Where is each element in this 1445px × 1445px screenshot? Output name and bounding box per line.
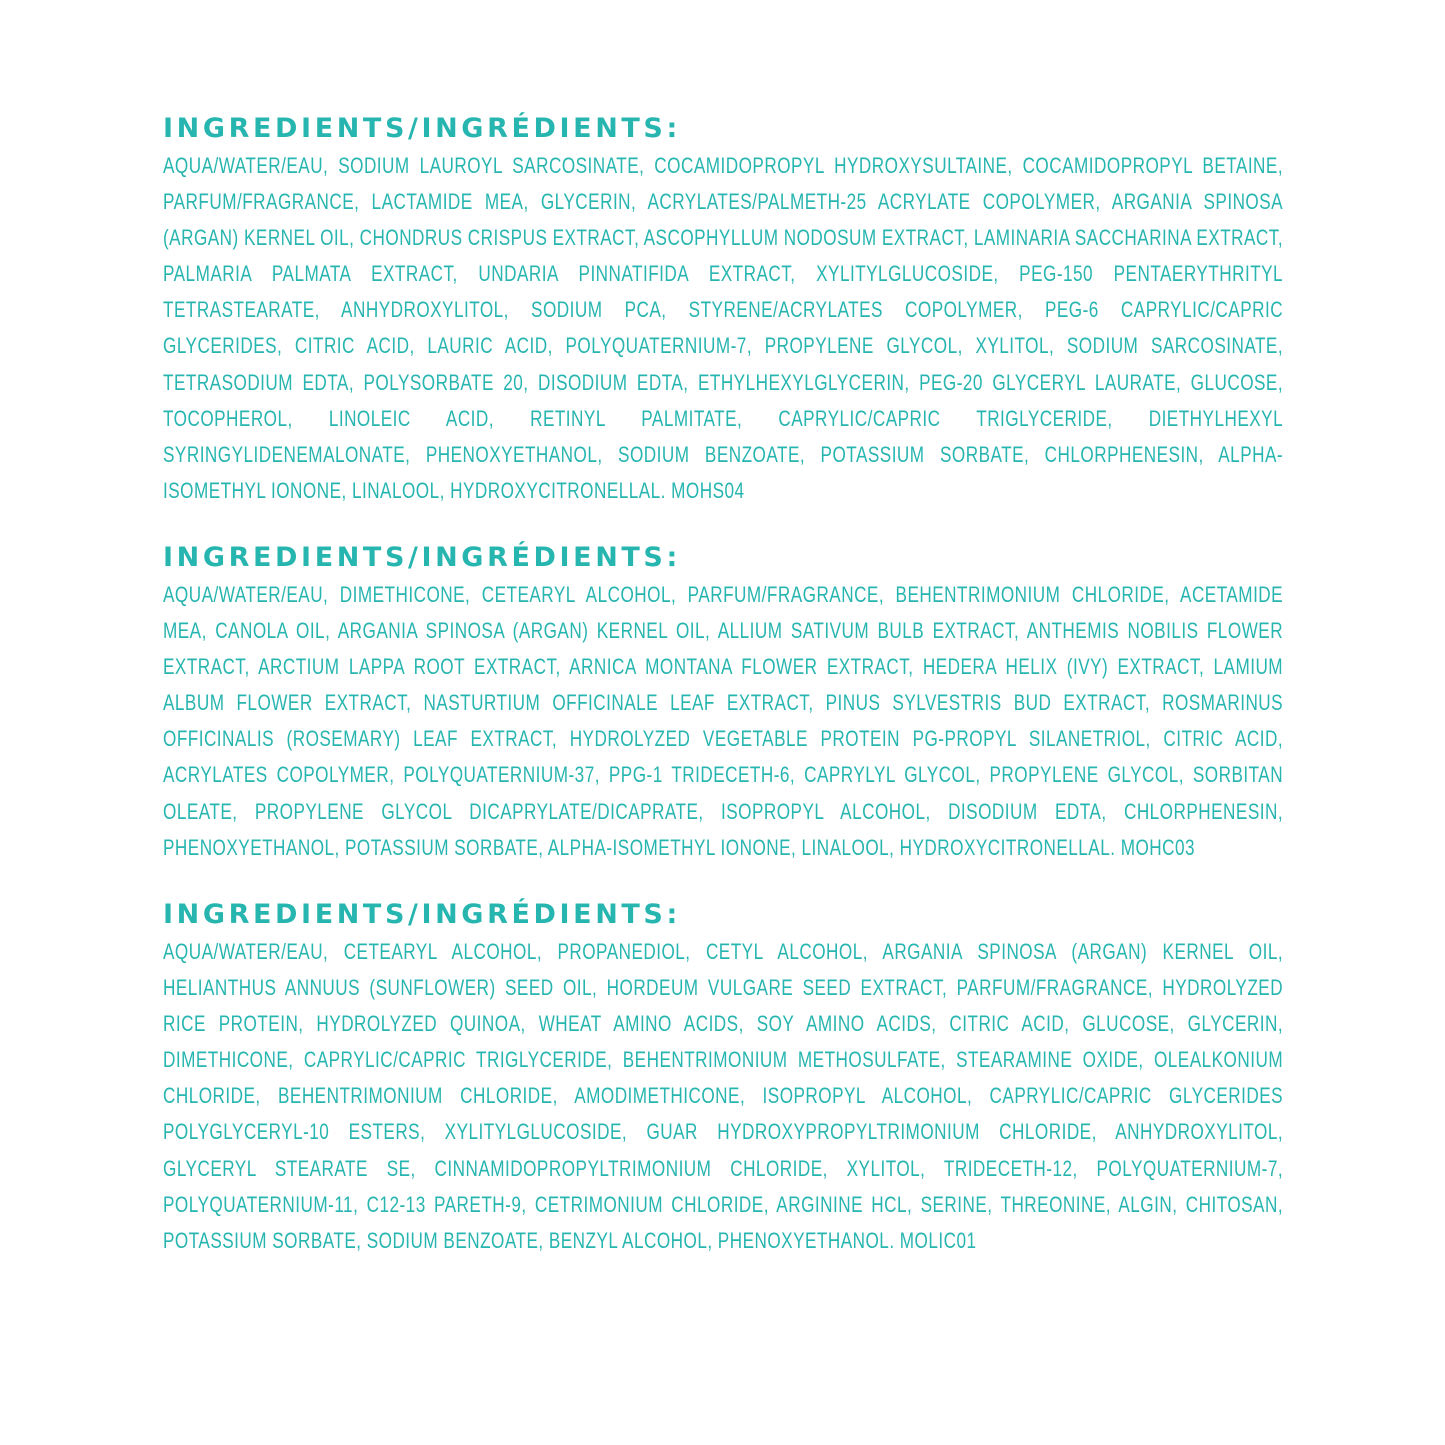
ingredients-list-wrapper [163, 934, 1283, 1259]
ingredients-heading: INGREDIENTS/INGRÉDIENTS: [163, 113, 681, 144]
ingredients-section-1 [163, 110, 1283, 509]
ingredients-heading: INGREDIENTS/INGRÉDIENTS: [163, 899, 681, 930]
ingredients-list: AQUA/WATER/EAU, SODIUM LAUROYL SARCOSINATE, COCAMIDOPROPYL HYDROXYSULTAINE, COCAMIDOPROPYL BETAINE, PARFUM/FRAGRANCE, LACTAMIDE MEA, GLYCERIN, ACRYLATES/PALMETH-25 ACRYLATE COPOLYMER, ARGANIA SPINOSA (ARGAN) KERNEL OIL, CHONDRUS CRISPUS EXTRACT, ASCOPHYLLUM NODOSUM EXTRACT, LAMINARIA SACCHARINA EXTRACT, PALMARIA PALMATA EXTRACT, UNDARIA PINNATIFIDA EXTRACT, XYLITYLGLUCOSIDE, PEG-150 PENTAERYTHRITYL TETRASTEARATE, ANHYDROXYLITOL, SODIUM PCA, STYRENE/ACRYLATES COPOLYMER, PEG-6 CAPRYLIC/CAPRIC GLYCERIDES, CITRIC ACID, LAURIC ACID, POLYQUATERNIUM-7, PROPYLENE GLYCOL, XYLITOL, SODIUM SARCOSINATE, TETRASODIUM EDTA, POLYSORBATE 20, DISODIUM EDTA, ETHYLHEXYLGLYCERIN, PEG-20 GLYCERYL LAURATE, GLUCOSE, TOCOPHEROL, LINOLEIC ACID, RETINYL PALMITATE, CAPRYLIC/CAPRIC TRIGLYCERIDE, DIETHYLHEXYL SYRINGYLIDENEMALONATE, PHENOXYETHANOL, SODIUM BENZOATE, POTASSIUM SORBATE, CHLORPHENESIN, ALPHA-ISOMETHYL IONONE, LINALOOL, HYDROXYCITRONELLAL. MOHS04 [163, 153, 1283, 503]
ingredients-list-wrapper [163, 577, 1283, 866]
ingredients-page [163, 110, 1283, 1259]
ingredients-list: AQUA/WATER/EAU, DIMETHICONE, CETEARYL ALCOHOL, PARFUM/FRAGRANCE, BEHENTRIMONIUM CHLORIDE, ACETAMIDE MEA, CANOLA OIL, ARGANIA SPINOSA (ARGAN) KERNEL OIL, ALLIUM SATIVUM BULB EXTRACT, ANTHEMIS NOBILIS FLOWER EXTRACT, ARCTIUM LAPPA ROOT EXTRACT, ARNICA MONTANA FLOWER EXTRACT, HEDERA HELIX (IVY) EXTRACT, LAMIUM ALBUM FLOWER EXTRACT, NASTURTIUM OFFICINALE LEAF EXTRACT, PINUS SYLVESTRIS BUD EXTRACT, ROSMARINUS OFFICINALIS (ROSEMARY) LEAF EXTRACT, HYDROLYZED VEGETABLE PROTEIN PG-PROPYL SILANETRIOL, CITRIC ACID, ACRYLATES COPOLYMER, POLYQUATERNIUM-37, PPG-1 TRIDECETH-6, CAPRYLYL GLYCOL, PROPYLENE GLYCOL, SORBITAN OLEATE, PROPYLENE GLYCOL DICAPRYLATE/DICAPRATE, ISOPROPYL ALCOHOL, DISODIUM EDTA, CHLORPHENESIN, PHENOXYETHANOL, POTASSIUM SORBATE, ALPHA-ISOMETHYL IONONE, LINALOOL, HYDROXYCITRONELLAL. MOHC03 [163, 582, 1283, 860]
ingredients-heading: INGREDIENTS/INGRÉDIENTS: [163, 542, 681, 573]
ingredients-list-wrapper [163, 148, 1283, 509]
ingredients-section-3 [163, 896, 1283, 1259]
ingredients-list: AQUA/WATER/EAU, CETEARYL ALCOHOL, PROPANEDIOL, CETYL ALCOHOL, ARGANIA SPINOSA (ARGAN) KERNEL OIL, HELIANTHUS ANNUUS (SUNFLOWER) SEED OIL, HORDEUM VULGARE SEED EXTRACT, PARFUM/FRAGRANCE, HYDROLYZED RICE PROTEIN, HYDROLYZED QUINOA, WHEAT AMINO ACIDS, SOY AMINO ACIDS, CITRIC ACID, GLUCOSE, GLYCERIN, DIMETHICONE, CAPRYLIC/CAPRIC TRIGLYCERIDE, BEHENTRIMONIUM METHOSULFATE, STEARAMINE OXIDE, OLEALKONIUM CHLORIDE, BEHENTRIMONIUM CHLORIDE, AMODIMETHICONE, ISOPROPYL ALCOHOL, CAPRYLIC/CAPRIC GLYCERIDES POLYGLYCERYL-10 ESTERS, XYLITYLGLUCOSIDE, GUAR HYDROXYPROPYLTRIMONIUM CHLORIDE, ANHYDROXYLITOL, GLYCERYL STEARATE SE, CINNAMIDOPROPYLTRIMONIUM CHLORIDE, XYLITOL, TRIDECETH-12, POLYQUATERNIUM-7, POLYQUATERNIUM-11, C12-13 PARETH-9, CETRIMONIUM CHLORIDE, ARGININE HCL, SERINE, THREONINE, ALGIN, CHITOSAN, POTASSIUM SORBATE, SODIUM BENZOATE, BENZYL ALCOHOL, PHENOXYETHANOL. MOLIC01 [163, 939, 1283, 1253]
ingredients-section-2 [163, 539, 1283, 866]
